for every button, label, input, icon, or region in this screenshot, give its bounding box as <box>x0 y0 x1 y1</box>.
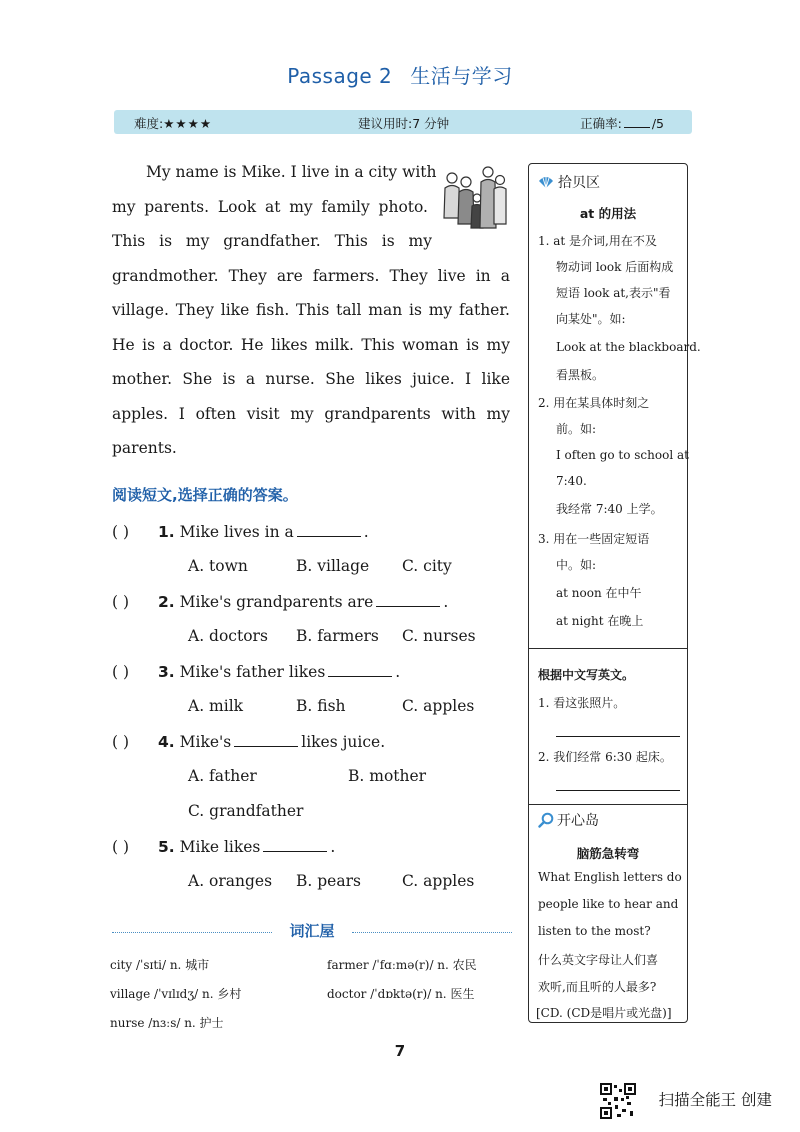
info-bar <box>114 110 692 134</box>
answer-paren[interactable]: ( ) <box>112 838 130 856</box>
vocab-item: doctor /ˈdɒktə(r)/ n. 医生 <box>327 987 475 1001</box>
grammar-line: 我经常 7:40 上学。 <box>556 502 663 516</box>
question-4: ( ) 4. Mike's likes juice. <box>112 733 386 751</box>
option[interactable]: C. apples <box>402 697 475 715</box>
sidebar-divider <box>528 804 688 805</box>
vocab-divider-left <box>112 932 272 933</box>
passage-line: apples. I often visit my grandparents with my <box>112 404 510 423</box>
riddle-line: 什么英文字母让人们喜 <box>538 953 659 967</box>
answer-blank <box>297 522 361 537</box>
passage-line: This is my grandfather. This is my <box>112 232 432 250</box>
option[interactable]: B. fish <box>296 697 346 715</box>
passage-line: my parents. Look at my family photo. <box>112 197 428 216</box>
option[interactable]: A. oranges <box>188 872 273 890</box>
scanner-watermark: 扫描全能王 创建 <box>658 1091 772 1109</box>
option[interactable]: A. town <box>188 557 248 575</box>
accuracy <box>580 114 664 132</box>
translate-item-2: 2. 我们经常 6:30 起床。 <box>538 750 672 764</box>
passage-line: mother. She is a nurse. She likes juice. I like <box>112 370 510 388</box>
vocab-title: 词汇屋 <box>289 922 335 940</box>
translate-answer-line-1[interactable] <box>556 736 680 737</box>
option[interactable]: A. father <box>188 767 257 785</box>
translate-answer-line-2[interactable] <box>556 790 680 791</box>
grammar-line: at night 在晚上 <box>556 614 644 628</box>
translate-title: 根据中文写英文。 <box>538 668 635 682</box>
grammar-line: I often go to school at <box>556 448 689 462</box>
passage-line: He is a doctor. He likes milk. This woman is my <box>112 335 510 354</box>
difficulty-stars: ★★★★ <box>163 116 213 131</box>
grammar-line: 中。如: <box>556 558 597 572</box>
answer-blank <box>328 662 392 677</box>
suggested-time: 建议用时:7 分钟 <box>358 116 450 131</box>
option[interactable]: C. nurses <box>402 627 476 645</box>
passage-topic: 生活与学习 <box>410 64 513 88</box>
grammar-line: 看黑板。 <box>556 368 605 382</box>
grammar-line: 2. 用在某具体时刻之 <box>538 396 650 410</box>
riddle-line: people like to hear and <box>538 897 679 911</box>
accuracy-blank[interactable] <box>624 115 650 128</box>
passage-line: village. They like fish. This tall man is my father. <box>112 301 510 319</box>
vocab-item: farmer /ˈfɑːmə(r)/ n. 农民 <box>327 958 477 972</box>
option[interactable]: B. village <box>296 557 370 575</box>
difficulty <box>134 114 212 132</box>
exercise-instruction: 阅读短文,选择正确的答案。 <box>112 486 298 504</box>
option[interactable]: A. doctors <box>188 627 268 645</box>
passage-line: My name is Mike. I live in a city with <box>146 163 437 181</box>
page-number: 7 <box>394 1042 406 1060</box>
answer-paren[interactable]: ( ) <box>112 523 130 541</box>
vocab-item: city /ˈsɪti/ n. 城市 <box>110 958 210 972</box>
grammar-line: 前。如: <box>556 422 597 436</box>
grammar-line: 向某处"。如: <box>556 312 626 326</box>
accuracy-label: 正确率: <box>580 116 622 131</box>
riddle-title: 脑筋急转弯 <box>576 846 640 861</box>
question-2: ( ) 2. Mike's grandparents are . <box>112 593 449 611</box>
grammar-line: 1. at 是介词,用在不及 <box>538 234 657 248</box>
grammar-line: 短语 look at,表示"看 <box>556 286 671 300</box>
vocab-item: village /ˈvɪlɪdʒ/ n. 乡村 <box>110 987 242 1001</box>
answer-paren[interactable]: ( ) <box>112 733 130 751</box>
passage-line: parents. <box>112 439 177 457</box>
passage-line: grandmother. They are farmers. They live in a <box>112 266 510 285</box>
grammar-line: 物动词 look 后面构成 <box>556 260 674 274</box>
answer-paren[interactable]: ( ) <box>112 663 130 681</box>
question-1: ( ) 1. Mike lives in a . <box>112 523 369 541</box>
accuracy-total: /5 <box>651 116 664 131</box>
grammar-line: 3. 用在一些固定短语 <box>538 532 650 546</box>
option[interactable]: C. grandfather <box>188 802 304 820</box>
fun-section-title: 开心岛 <box>538 810 599 830</box>
qr-code-icon <box>600 1083 636 1119</box>
option[interactable]: C. city <box>402 557 452 575</box>
grammar-title: at 的用法 <box>579 206 637 221</box>
shell-section-title: 拾贝区 <box>538 172 600 192</box>
question-5: ( ) 5. Mike likes . <box>112 838 336 856</box>
answer-blank <box>376 592 440 607</box>
riddle-line: 欢听,而且听的人最多? <box>538 980 657 994</box>
passage-label: Passage 2 <box>287 64 393 88</box>
magnifier-icon <box>538 812 554 828</box>
vocab-divider-right <box>352 932 512 933</box>
riddle-line: What English letters do <box>538 870 682 884</box>
shell-icon <box>538 175 554 189</box>
vocab-item: nurse /nɜːs/ n. 护士 <box>110 1016 224 1030</box>
sidebar-divider <box>528 648 688 649</box>
question-3: ( ) 3. Mike's father likes . <box>112 663 401 681</box>
option[interactable]: B. mother <box>348 767 427 785</box>
answer-blank <box>234 732 298 747</box>
grammar-line: 7:40. <box>556 474 587 488</box>
passage-title <box>0 60 800 89</box>
family-photo-illustration <box>440 158 508 236</box>
answer-blank <box>263 837 327 852</box>
difficulty-label: 难度: <box>134 116 164 131</box>
riddle-line: listen to the most? <box>538 924 651 938</box>
option[interactable]: B. farmers <box>296 627 379 645</box>
answer-paren[interactable]: ( ) <box>112 593 130 611</box>
grammar-line: Look at the blackboard. <box>556 340 701 354</box>
option[interactable]: C. apples <box>402 872 475 890</box>
option[interactable]: A. milk <box>188 697 244 715</box>
translate-item-1: 1. 看这张照片。 <box>538 696 626 710</box>
riddle-answer: [CD. (CD是唱片或光盘)] <box>536 1006 672 1020</box>
option[interactable]: B. pears <box>296 872 361 890</box>
grammar-line: at noon 在中午 <box>556 586 642 600</box>
